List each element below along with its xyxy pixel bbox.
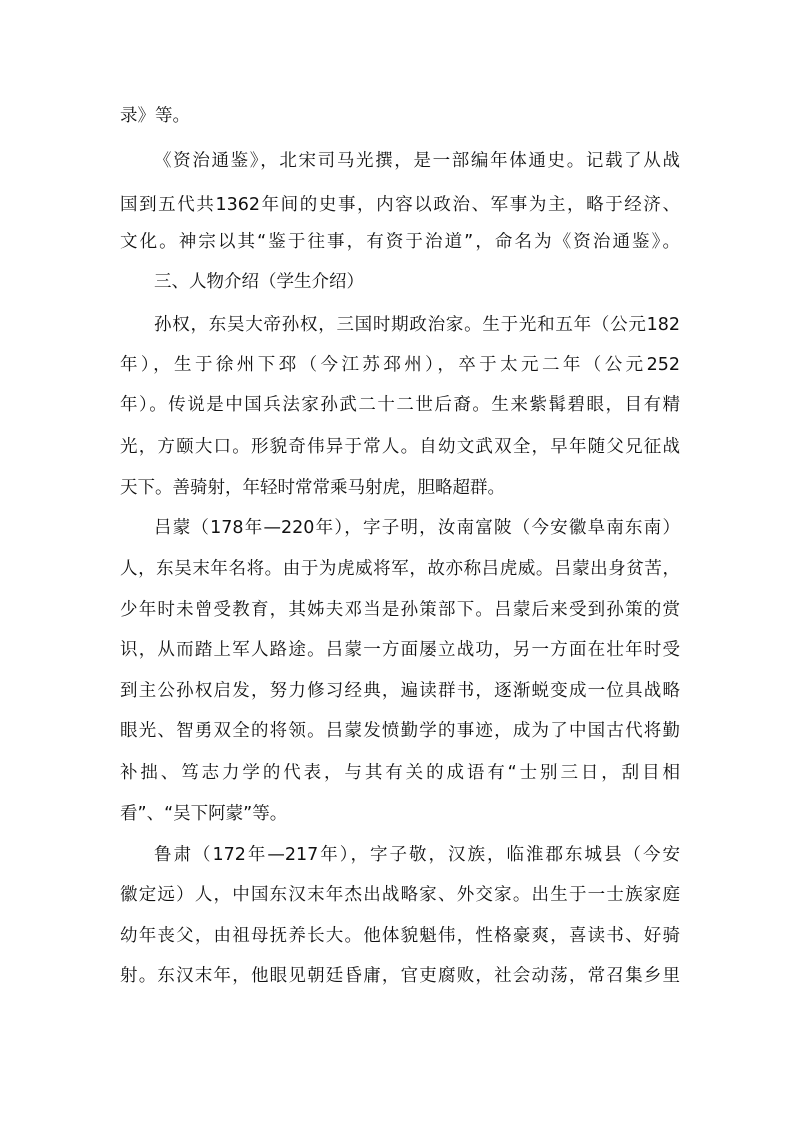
text-line: 少年时未曾受教育，其姊夫邓当是孙策部下。吕蒙后来受到孙策的赏 [120, 600, 680, 620]
text-line: 《资治通鉴》，北宋司马光撰，是一部编年体通史。记载了从战 [154, 151, 680, 171]
text-line: 补拙、笃志力学的代表，与其有关的成语有“士别三日，刮目相 [120, 763, 680, 783]
text-line: 幼年丧父，由祖母抚养长大。他体貌魁伟，性格豪爽，喜读书、好骑 [120, 926, 680, 946]
text-line: 眼光、智勇双全的将领。吕蒙发愤勤学的事迹，成为了中国古代将勤 [120, 721, 680, 741]
text-line: 鲁肃（172年—217年），字子敬，汉族，临淮郡东城县（今安 [154, 845, 680, 865]
text-line: 徽定远）人，中国东汉末年杰出战略家、外交家。出生于一士族家庭 [120, 885, 680, 905]
text-line: 吕蒙（178年—220年），字子明，汝南富陂（今安徽阜南东南） [154, 518, 680, 538]
text-line: 录》等。 [120, 106, 190, 126]
text-line: 天下。善骑射，年轻时常常乘马射虎，胆略超群。 [120, 478, 505, 498]
text-line: 到主公孙权启发，努力修习经典，遍读群书，逐渐蜕变成一位具战略 [120, 681, 680, 701]
text-line: 识，从而踏上军人路途。吕蒙一方面屡立战功，另一方面在壮年时受 [120, 640, 680, 660]
text-line: 看”、“吴下阿蒙”等。 [120, 804, 288, 824]
text-line: 年），生于徐州下邳（今江苏邳州），卒于太元二年（公元252 [120, 355, 680, 375]
text-line: 文化。神宗以其“鉴于往事，有资于治道”，命名为《资治通鉴》。 [120, 232, 680, 252]
text-line: 人，东吴末年名将。由于为虎威将军，故亦称吕虎威。吕蒙出身贫苦， [120, 559, 680, 579]
text-line: 孙权，东吴大帝孙权，三国时期政治家。生于光和五年（公元182 [154, 315, 680, 335]
section-heading: 三、人物介绍（学生介绍） [154, 272, 364, 292]
text-line: 光，方颐大口。形貌奇伟异于常人。自幼文武双全，早年随父兄征战 [120, 437, 680, 457]
text-line: 国到五代共1362年间的史事，内容以政治、军事为主，略于经济、 [120, 195, 680, 215]
text-line: 射。东汉末年，他眼见朝廷昏庸，官吏腐败，社会动荡，常召集乡里 [120, 966, 680, 986]
text-line: 年）。传说是中国兵法家孙武二十二世后裔。生来紫髯碧眼，目有精 [120, 395, 680, 415]
